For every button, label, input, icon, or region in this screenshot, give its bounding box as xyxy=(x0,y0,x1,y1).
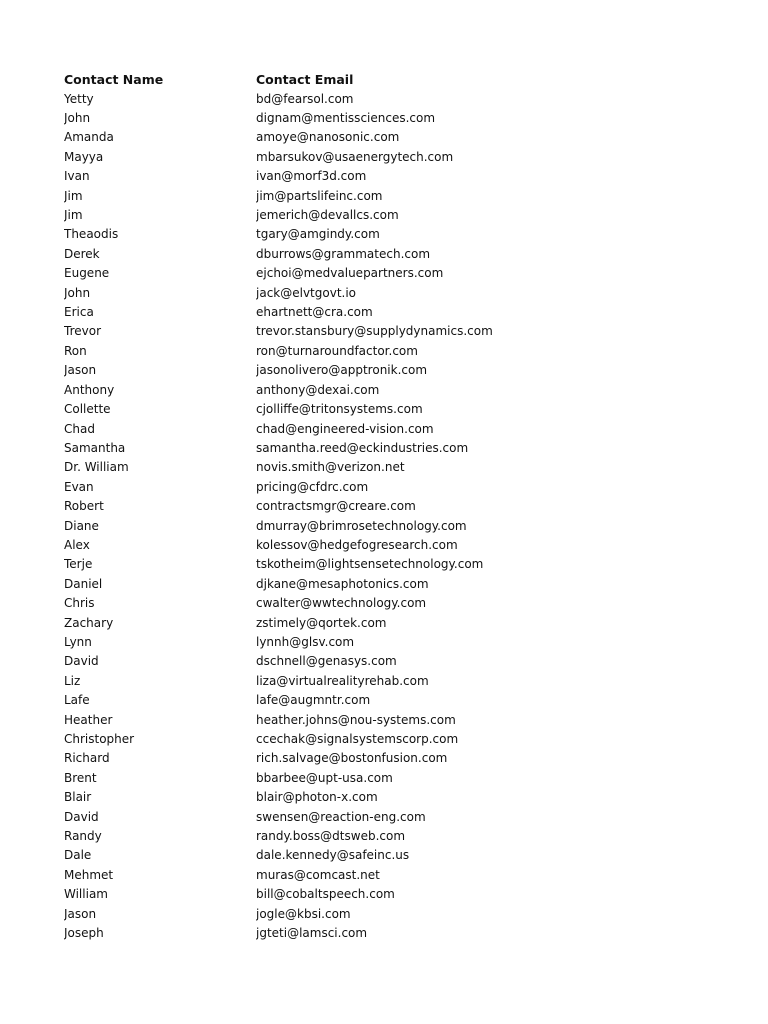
table-row xyxy=(64,866,724,885)
table-row xyxy=(64,652,724,671)
contact-email-cell: jogle@kbsi.com xyxy=(256,906,351,921)
contact-email-cell: samantha.reed@eckindustries.com xyxy=(256,440,469,455)
table-row xyxy=(64,497,724,516)
table-row xyxy=(64,148,724,167)
table-row xyxy=(64,128,724,147)
table-row xyxy=(64,827,724,846)
contact-name-cell: Richard xyxy=(64,751,110,766)
contact-name-cell: Evan xyxy=(64,479,94,494)
contact-email-cell: ron@turnaroundfactor.com xyxy=(256,343,418,358)
table-row xyxy=(64,846,724,865)
table-row xyxy=(64,536,724,555)
table-row xyxy=(64,904,724,923)
table-row xyxy=(64,594,724,613)
table-row xyxy=(64,575,724,594)
table-row xyxy=(64,167,724,186)
contact-email-cell: tgary@amgindy.com xyxy=(256,227,380,242)
contact-email-cell: dale.kennedy@safeinc.us xyxy=(256,848,410,863)
contact-email-cell: contractsmgr@creare.com xyxy=(256,499,416,514)
contact-name-cell: Dale xyxy=(64,848,92,863)
contact-email-cell: liza@virtualrealityrehab.com xyxy=(256,673,429,688)
table-row xyxy=(64,245,724,264)
table-row xyxy=(64,342,724,361)
contact-name-cell: Blair xyxy=(64,790,92,805)
contact-email-cell: mbarsukov@usaenergytech.com xyxy=(256,149,454,164)
contact-email-cell: bill@cobaltspeech.com xyxy=(256,887,395,902)
table-row xyxy=(64,400,724,419)
contact-name-cell: Anthony xyxy=(64,382,115,397)
table-row xyxy=(64,89,724,108)
contact-name-cell: Joseph xyxy=(64,926,104,941)
contact-name-cell: Liz xyxy=(64,673,81,688)
contact-name-cell: Randy xyxy=(64,829,102,844)
contact-email-cell: jgteti@lamsci.com xyxy=(256,926,368,941)
contact-name-cell: Terje xyxy=(64,557,93,572)
table-row xyxy=(64,303,724,322)
contact-name-cell: Christopher xyxy=(64,732,135,747)
table-row xyxy=(64,885,724,904)
contact-name-cell: Chris xyxy=(64,596,95,611)
table-row xyxy=(64,613,724,632)
table-row xyxy=(64,225,724,244)
contact-email-cell: dschnell@genasys.com xyxy=(256,654,397,669)
contact-email-cell: dmurray@brimrosetechnology.com xyxy=(256,518,467,533)
contact-email-cell: rich.salvage@bostonfusion.com xyxy=(256,751,448,766)
table-row xyxy=(64,924,724,943)
contact-email-cell: jim@partslifeinc.com xyxy=(256,188,383,203)
table-row xyxy=(64,186,724,205)
contact-name-cell: David xyxy=(64,809,99,824)
contact-name-cell: Jim xyxy=(64,208,83,223)
table-row xyxy=(64,206,724,225)
table-row xyxy=(64,381,724,400)
contact-name-cell: Samantha xyxy=(64,440,126,455)
contact-email-cell: ejchoi@medvaluepartners.com xyxy=(256,266,444,281)
contact-email-cell: zstimely@qortek.com xyxy=(256,615,387,630)
contact-email-cell: jasonolivero@apptronik.com xyxy=(256,363,428,378)
contact-name-cell: David xyxy=(64,654,99,669)
contact-name-cell: Dr. William xyxy=(64,460,129,475)
contact-email-cell: heather.johns@nou-systems.com xyxy=(256,712,456,727)
table-header-row xyxy=(64,70,724,89)
contact-email-cell: lafe@augmntr.com xyxy=(256,693,371,708)
table-row xyxy=(64,516,724,535)
contact-name-cell: Jason xyxy=(64,363,97,378)
contact-email-cell: chad@engineered-vision.com xyxy=(256,421,434,436)
table-row xyxy=(64,458,724,477)
contact-name-cell: Trevor xyxy=(64,324,101,339)
table-row xyxy=(64,478,724,497)
table-row xyxy=(64,769,724,788)
contact-name-cell: Zachary xyxy=(64,615,114,630)
contact-name-cell: Amanda xyxy=(64,130,114,145)
contact-email-cell: jack@elvtgovt.io xyxy=(256,285,357,300)
contact-email-cell: lynnh@glsv.com xyxy=(256,634,355,649)
table-row xyxy=(64,283,724,302)
contact-name-cell: Yetty xyxy=(64,91,94,106)
header-contact-email: Contact Email xyxy=(256,72,354,88)
contact-email-cell: swensen@reaction-eng.com xyxy=(256,809,426,824)
contact-name-cell: Mehmet xyxy=(64,867,114,882)
table-row xyxy=(64,361,724,380)
contact-name-cell: John xyxy=(64,111,91,126)
table-row xyxy=(64,730,724,749)
contact-email-cell: dignam@mentissciences.com xyxy=(256,111,436,126)
contact-email-cell: bd@fearsol.com xyxy=(256,91,354,106)
contact-name-cell: Lynn xyxy=(64,634,92,649)
contact-name-cell: Erica xyxy=(64,305,94,320)
contact-name-cell: Collette xyxy=(64,402,111,417)
table-row xyxy=(64,419,724,438)
contact-email-cell: ivan@morf3d.com xyxy=(256,169,367,184)
contact-email-cell: tskotheim@lightsensetechnology.com xyxy=(256,557,484,572)
contact-email-cell: muras@comcast.net xyxy=(256,867,380,882)
contact-name-cell: Jason xyxy=(64,906,97,921)
table-row xyxy=(64,633,724,652)
table-row xyxy=(64,710,724,729)
contact-name-cell: Daniel xyxy=(64,576,103,591)
header-contact-name: Contact Name xyxy=(64,72,164,88)
contact-name-cell: Brent xyxy=(64,770,97,785)
contact-name-cell: Heather xyxy=(64,712,113,727)
contact-email-cell: cjolliffe@tritonsystems.com xyxy=(256,402,423,417)
table-row xyxy=(64,555,724,574)
contact-name-cell: Ron xyxy=(64,343,87,358)
table-row xyxy=(64,439,724,458)
contact-email-cell: trevor.stansbury@supplydynamics.com xyxy=(256,324,493,339)
table-body xyxy=(64,89,724,943)
contact-email-cell: djkane@mesaphotonics.com xyxy=(256,576,429,591)
contact-name-cell: Lafe xyxy=(64,693,90,708)
contact-email-cell: pricing@cfdrc.com xyxy=(256,479,369,494)
contact-email-cell: novis.smith@verizon.net xyxy=(256,460,405,475)
contact-email-cell: kolessov@hedgefogresearch.com xyxy=(256,537,458,552)
table-row xyxy=(64,749,724,768)
contact-name-cell: Alex xyxy=(64,537,90,552)
contact-email-cell: ehartnett@cra.com xyxy=(256,305,373,320)
contact-email-cell: ccechak@signalsystemscorp.com xyxy=(256,732,459,747)
contact-email-cell: bbarbee@upt-usa.com xyxy=(256,770,393,785)
contact-name-cell: Diane xyxy=(64,518,99,533)
contact-name-cell: Derek xyxy=(64,246,100,261)
table-row xyxy=(64,264,724,283)
table-row xyxy=(64,672,724,691)
contact-name-cell: Chad xyxy=(64,421,95,436)
contact-email-cell: jemerich@devallcs.com xyxy=(256,208,399,223)
contact-name-cell: Theaodis xyxy=(64,227,119,242)
contact-name-cell: Jim xyxy=(64,188,83,203)
contact-name-cell: Mayya xyxy=(64,149,104,164)
table-row xyxy=(64,691,724,710)
contact-name-cell: John xyxy=(64,285,91,300)
contact-email-cell: cwalter@wwtechnology.com xyxy=(256,596,427,611)
contact-email-cell: anthony@dexai.com xyxy=(256,382,380,397)
contact-email-cell: dburrows@grammatech.com xyxy=(256,246,431,261)
contact-name-cell: William xyxy=(64,887,108,902)
contact-email-cell: amoye@nanosonic.com xyxy=(256,130,400,145)
contact-table xyxy=(64,70,724,943)
contact-email-cell: randy.boss@dtsweb.com xyxy=(256,829,406,844)
contact-name-cell: Ivan xyxy=(64,169,90,184)
table-row xyxy=(64,109,724,128)
table-row xyxy=(64,807,724,826)
contact-name-cell: Robert xyxy=(64,499,104,514)
contact-name-cell: Eugene xyxy=(64,266,110,281)
table-row xyxy=(64,322,724,341)
table-row xyxy=(64,788,724,807)
contact-email-cell: blair@photon-x.com xyxy=(256,790,378,805)
